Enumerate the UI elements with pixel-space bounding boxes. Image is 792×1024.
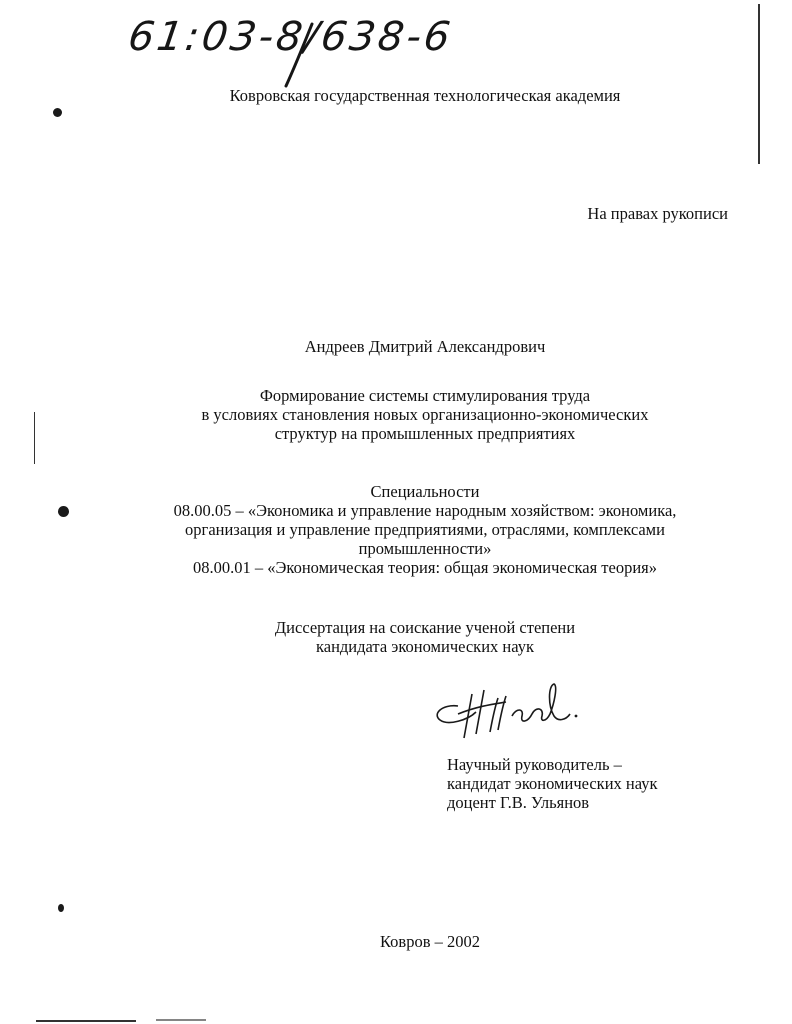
title-line-2: в условиях становления новых организационно-экономических: [201, 405, 649, 424]
handwritten-slash-stroke: [282, 20, 322, 90]
specialty-line-1: 08.00.05 – «Экономика и управление народным хозяйством: экономика,: [173, 501, 677, 520]
author-signature: [428, 676, 588, 746]
rights-note: На правах рукописи: [587, 204, 728, 223]
supervisor-block: [447, 755, 767, 812]
institution-name: Ковровская государственная технологическая академия: [229, 86, 621, 105]
supervisor-line-1: Научный руководитель –: [447, 755, 622, 774]
scan-edge-fragment-bottom: [156, 1019, 206, 1021]
specialties-block: [70, 482, 780, 577]
dissertation-title: [100, 386, 750, 443]
scan-edge-line-bottom: [36, 1020, 136, 1022]
handwritten-catalog-code: 61:03-8/638-6: [125, 14, 456, 60]
title-line-3: структур на промышленных предприятиях: [274, 424, 576, 443]
degree-line-2: кандидата экономических наук: [315, 637, 534, 656]
specialty-line-4: 08.00.01 – «Экономическая теория: общая экономическая теория»: [193, 558, 657, 577]
scan-dot-2: [58, 506, 69, 517]
scan-edge-line-left: [34, 412, 35, 464]
specialty-line-3: промышленности»: [358, 539, 492, 558]
specialty-line-2: организация и управление предприятиями, отраслями, комплексами: [185, 520, 665, 539]
supervisor-line-3: доцент Г.В. Ульянов: [447, 793, 590, 812]
degree-line-1: Диссертация на соискание ученой степени: [274, 618, 576, 637]
supervisor-line-2: кандидат экономических наук: [447, 774, 658, 793]
author-name: Андреев Дмитрий Александрович: [304, 337, 546, 356]
degree-statement: [140, 618, 710, 656]
city-year-footer: Ковров – 2002: [379, 932, 480, 951]
specialties-heading: Специальности: [370, 482, 480, 501]
title-line-1: Формирование системы стимулирования труда: [259, 386, 591, 405]
scan-dot-3: [58, 904, 64, 912]
scan-edge-line-right: [758, 4, 760, 164]
scan-dot-1: [53, 108, 62, 117]
